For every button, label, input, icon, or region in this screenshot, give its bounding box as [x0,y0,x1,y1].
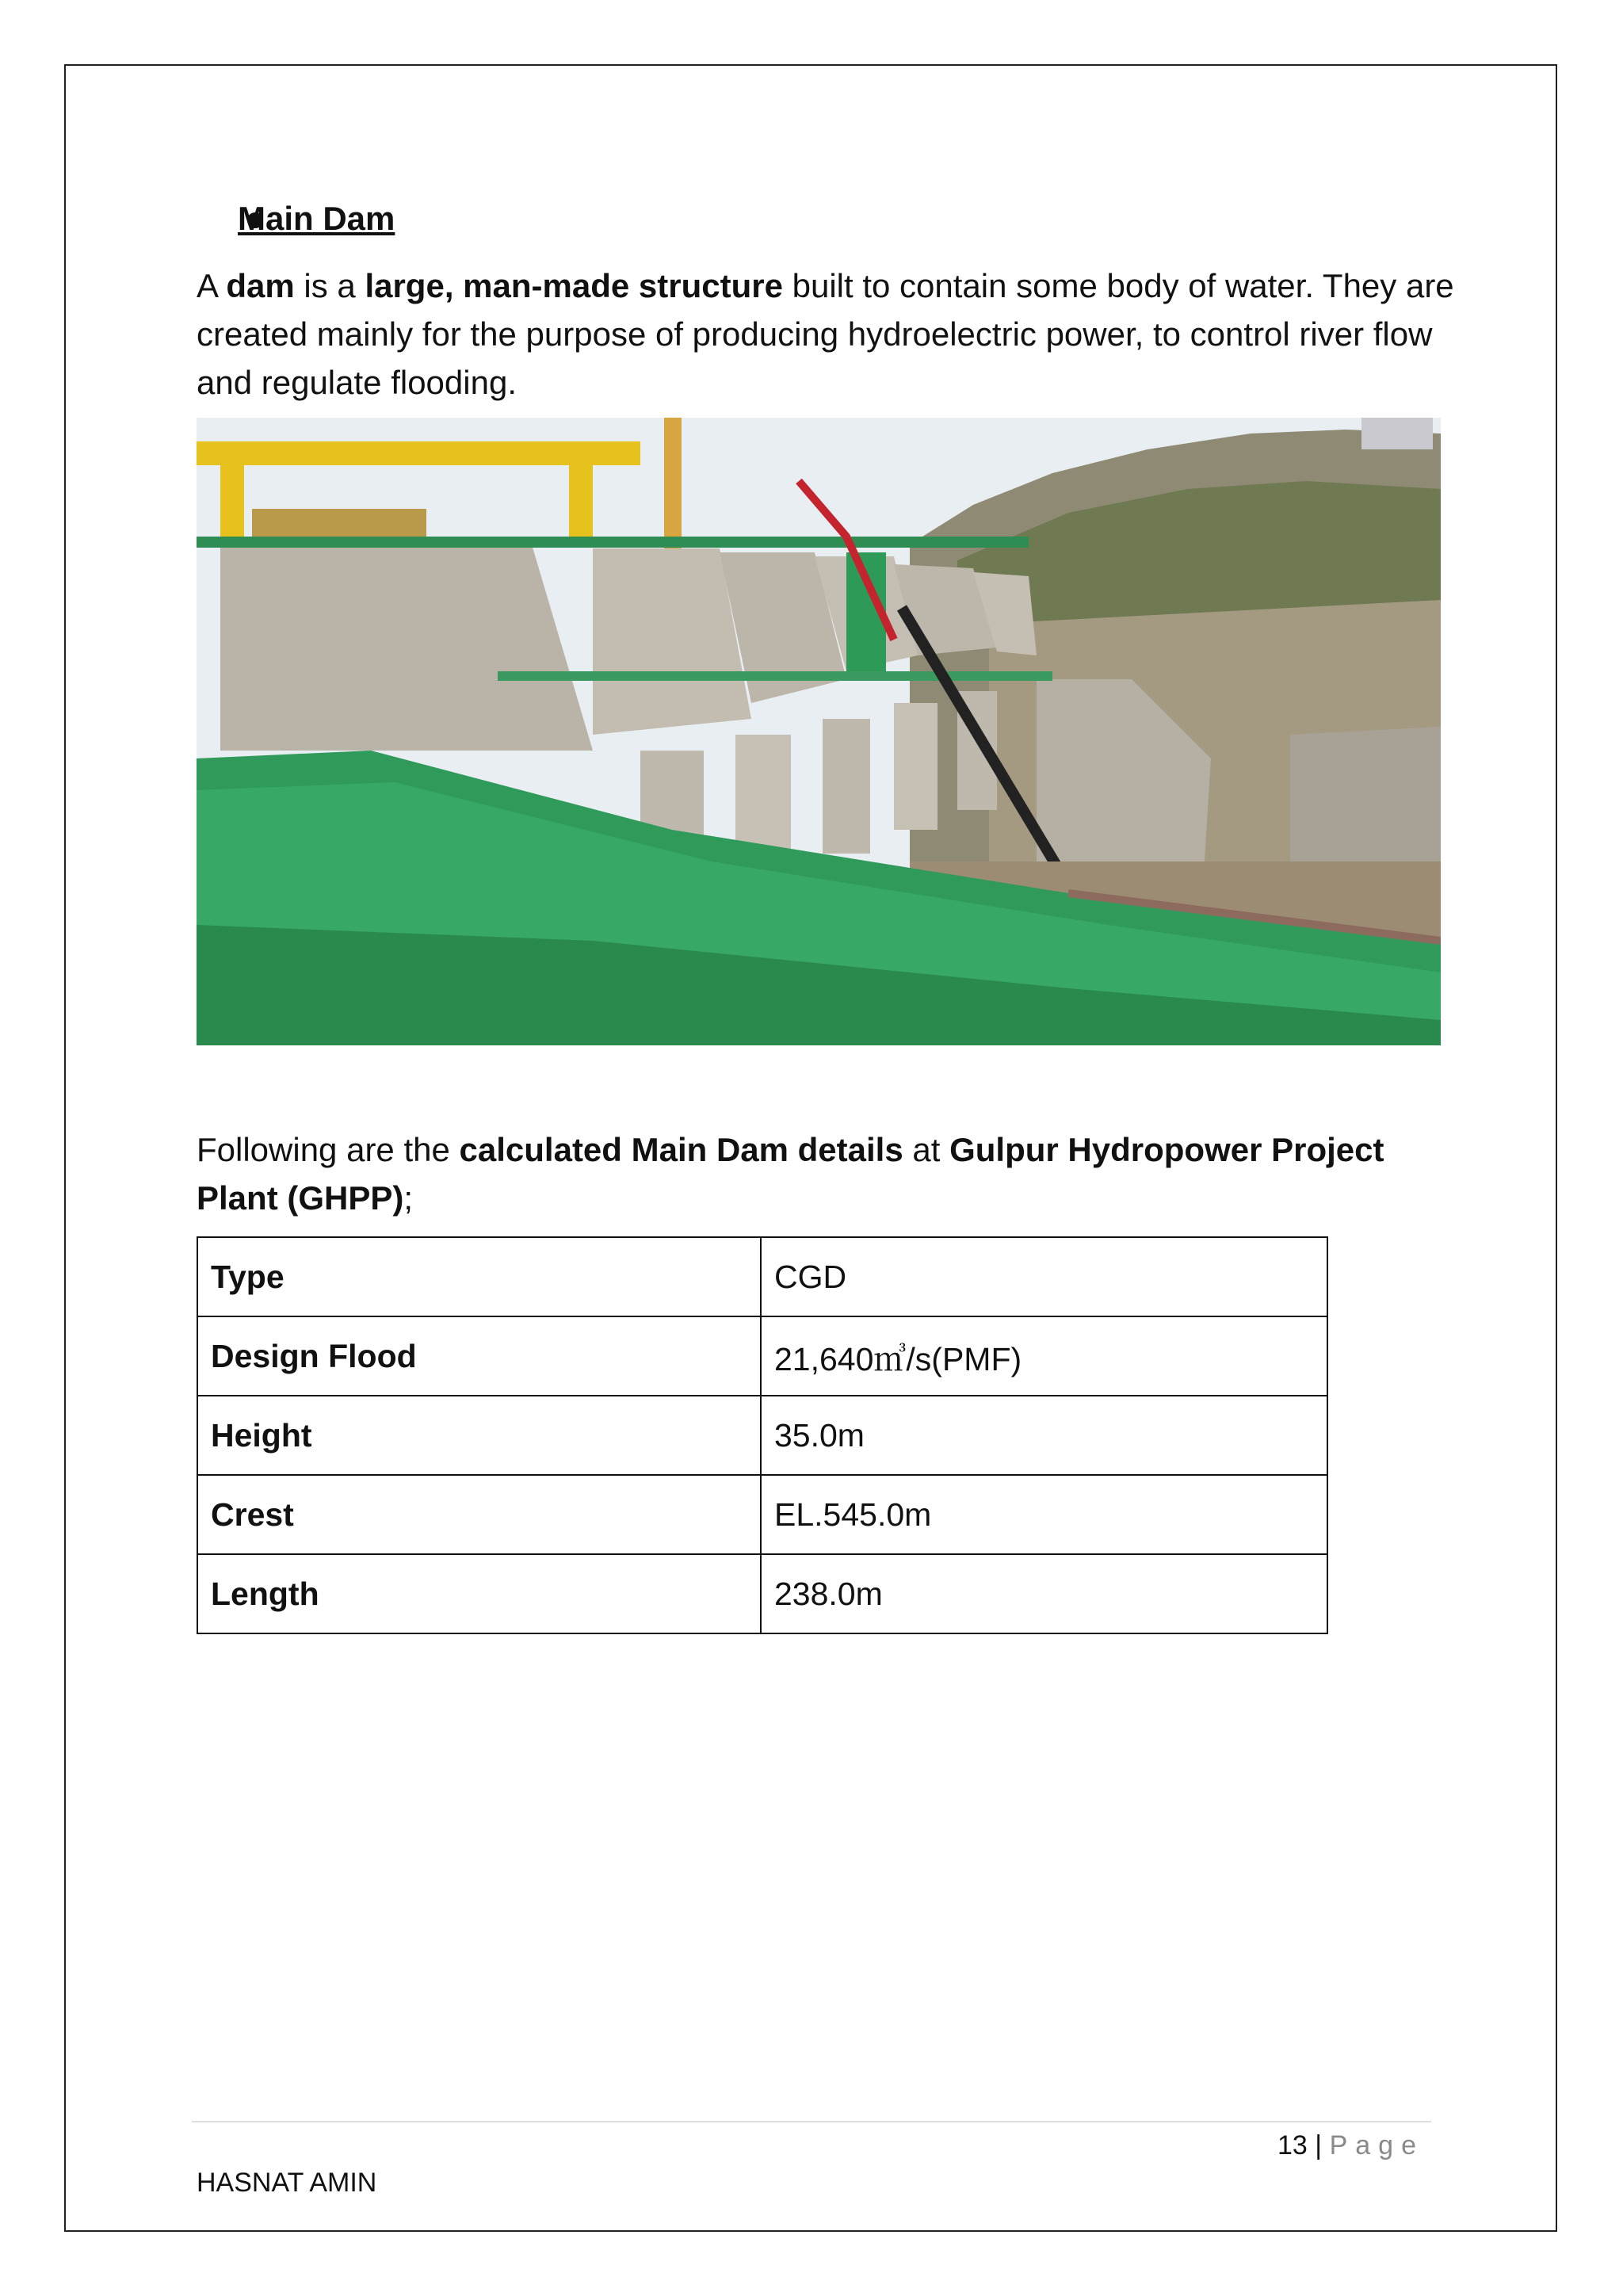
row-label: Height [197,1396,761,1475]
author-name: HASNAT AMIN [197,2168,377,2198]
row-label: Length [197,1554,761,1633]
row-value: EL.545.0m [761,1475,1327,1554]
following-text-1: Following are the [197,1131,460,1168]
row-value: CGD [761,1237,1327,1316]
page-number-value: 13 [1277,2130,1308,2160]
row-label: Crest [197,1475,761,1554]
row-value: 35.0m [761,1396,1327,1475]
main-dam-details-table [197,1236,1328,1634]
intro-text-1: A [197,267,227,304]
page-word: Page [1329,2130,1424,2160]
table-row [197,1475,1327,1554]
table-row [197,1396,1327,1475]
intro-bold-dam: dam [226,267,295,304]
following-text-3: at [903,1131,950,1168]
dam-construction-photo [197,418,1441,1045]
page-number [1277,2130,1424,2161]
section-heading: Main Dam [238,200,395,237]
intro-text-5: built to contain some body of water. They are created mainly for the purpose of producing hydroelectric power, to control river flow and regulate flooding. [197,267,1454,401]
page-number-separator: | [1315,2130,1323,2160]
intro-text-3: is a [294,267,365,304]
following-bold-project: Gulpur Hydropower Project Plant (GHPP) [197,1131,1384,1217]
following-bold-details: calculated Main Dam details [459,1131,903,1168]
details-intro-paragraph [197,1125,1465,1222]
intro-bold-structure: large, man-made structure [365,267,783,304]
table-row [197,1237,1327,1316]
row-label: Type [197,1237,761,1316]
row-value: 21,640㎥/s(PMF) [761,1316,1327,1396]
row-value: 238.0m [761,1554,1327,1633]
footer-divider [192,2121,1431,2122]
row-label: Design Flood [197,1316,761,1396]
intro-paragraph [197,262,1465,407]
table-row [197,1554,1327,1633]
following-text-5: ; [403,1179,414,1217]
table-row [197,1316,1327,1396]
